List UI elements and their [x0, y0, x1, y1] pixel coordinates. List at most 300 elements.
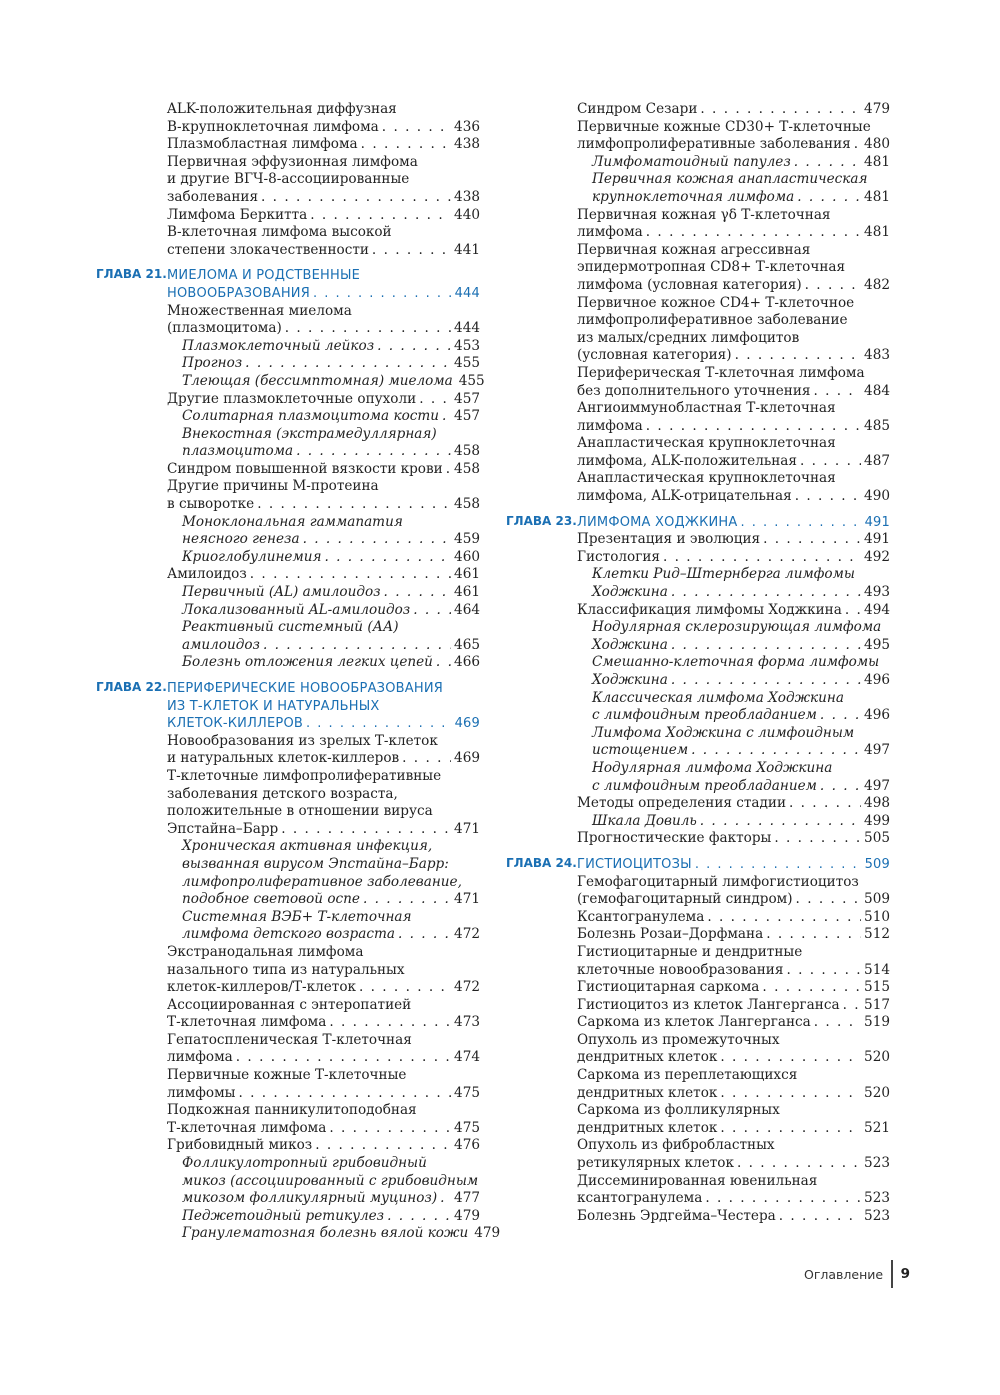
dot-leader: [372, 242, 451, 260]
toc-line: [96, 619, 480, 637]
toc-line: [506, 1190, 890, 1208]
page-ref: 519: [864, 1014, 890, 1031]
toc-line: [506, 189, 890, 207]
entry-title: Системная ВЭБ+ Т-клеточная: [182, 908, 412, 925]
entry-title: микозом фолликулярный муциноз): [182, 1190, 438, 1207]
entry-title: и другие ВГЧ-8-ассоциированные: [167, 171, 410, 188]
toc-entry[interactable]: [96, 478, 480, 513]
toc-line: [96, 338, 480, 356]
entry-title: Гистология: [577, 548, 660, 565]
entry-title: Шкала Довиль: [592, 812, 697, 829]
toc-entry[interactable]: [506, 690, 890, 725]
chapter-title: НОВООБРАЗОВАНИЯ: [167, 285, 310, 301]
page-ref: 455: [458, 372, 485, 389]
page-ref: 484: [864, 382, 890, 399]
page-ref: 505: [864, 830, 890, 847]
page-ref: 495: [864, 636, 890, 653]
dot-leader: [800, 453, 861, 471]
page-ref: 458: [454, 460, 480, 477]
toc-entry[interactable]: [506, 1014, 890, 1032]
toc-line: [506, 1120, 890, 1138]
toc-line: [96, 101, 480, 119]
chapter-title: ПЕРИФЕРИЧЕСКИЕ НОВООБРАЗОВАНИЯ: [167, 681, 443, 696]
entry-title: Локализованный AL-амилоидоз: [182, 601, 411, 618]
toc-line: [506, 891, 890, 909]
toc-line: [506, 470, 890, 488]
page-ref: 469: [454, 716, 480, 732]
toc-entry[interactable]: [506, 549, 890, 567]
toc-line: [506, 277, 890, 295]
entry-title: Первичная кожная анапластическая: [592, 171, 868, 188]
dot-leader: [700, 813, 861, 831]
page-ref: 457: [454, 390, 480, 407]
toc-line: [96, 944, 480, 962]
toc-line: [506, 207, 890, 225]
entry-title: Экстранодальная лимфома: [167, 943, 364, 960]
entry-title: Гемофагоцитарный лимфогистиоцитоз: [577, 873, 859, 890]
toc-line: [506, 383, 890, 401]
toc-line: [506, 418, 890, 436]
toc-line: [96, 391, 480, 409]
toc-entry[interactable]: [96, 619, 480, 654]
page-ref: 465: [454, 636, 480, 653]
page-ref: 471: [454, 820, 480, 837]
dot-leader: [315, 1137, 451, 1155]
toc-entry[interactable]: [506, 365, 890, 400]
toc-chapter[interactable]: [96, 680, 480, 733]
toc-line: [506, 672, 890, 690]
entry-title: лимфома: [167, 1049, 233, 1066]
entry-title: Криоглобулинемия: [182, 548, 322, 565]
entry-title: Болезнь Розаи–Дорфмана: [577, 926, 764, 943]
dot-leader: [691, 742, 861, 760]
entry-title: Гепатоспленическая Т-клеточная: [167, 1031, 412, 1048]
toc-line: [506, 619, 890, 637]
entry-title: В-крупноклеточная лимфома: [167, 118, 379, 135]
toc-entry[interactable]: [506, 654, 890, 689]
page-ref: 471: [454, 891, 480, 908]
dot-leader: [805, 277, 861, 295]
toc-line: [96, 979, 480, 997]
dot-leader: [442, 408, 451, 426]
toc-entry[interactable]: [506, 1173, 890, 1208]
toc-entry[interactable]: [96, 584, 480, 602]
toc-entry[interactable]: [506, 1032, 890, 1067]
toc-line: [96, 224, 480, 242]
dot-leader: [363, 891, 451, 909]
dot-leader: [440, 1190, 451, 1208]
toc-chapter[interactable]: [96, 267, 480, 302]
page-number: 9: [900, 1266, 910, 1282]
page-ref: 475: [454, 1084, 480, 1101]
toc-line: [506, 101, 890, 119]
toc-line: [506, 760, 890, 778]
toc-line: [506, 154, 890, 172]
toc-entry[interactable]: [96, 1225, 501, 1243]
page-ref: 491: [864, 514, 890, 530]
entry-title: с лимфоидным преобладанием: [592, 707, 817, 724]
toc-line: [96, 584, 480, 602]
toc-line: [506, 1102, 890, 1120]
page-ref: 499: [864, 812, 890, 829]
page-ref: 514: [864, 961, 890, 978]
page-ref: 459: [454, 531, 480, 548]
toc-line: [506, 979, 890, 997]
entry-title: вызванная вирусом Эпстайна–Барр:: [182, 855, 449, 872]
entry-title: Классификация лимфомы Ходжкина: [577, 601, 842, 618]
toc-line: [96, 838, 480, 856]
dot-leader: [382, 119, 451, 137]
toc-line: [506, 909, 890, 927]
page-ref: 498: [864, 795, 890, 812]
entry-title: Первичная кожная агрессивная: [577, 241, 811, 258]
dot-leader: [436, 654, 451, 672]
toc-entry[interactable]: [506, 207, 890, 242]
toc-line: [506, 242, 890, 260]
entry-title: Внекостная (экстрамедуллярная): [182, 425, 437, 442]
toc-chapter[interactable]: [506, 514, 890, 532]
entry-title: Нодулярная лимфома Ходжкина: [592, 759, 833, 776]
toc-entry[interactable]: [506, 813, 890, 831]
page-ref: 477: [454, 1190, 480, 1207]
toc-entry[interactable]: [96, 1032, 480, 1067]
dot-leader: [310, 207, 451, 225]
toc-entry[interactable]: [506, 435, 890, 470]
toc-line: [96, 750, 480, 768]
dot-leader: [663, 549, 861, 567]
toc-line: [506, 584, 890, 602]
entry-title: Множественная миелома: [167, 302, 352, 319]
dot-leader: [446, 461, 451, 479]
toc-chapter[interactable]: [506, 856, 890, 874]
toc-line: [96, 1155, 480, 1173]
toc-entry[interactable]: [96, 1102, 480, 1137]
entry-title: лимфома (условная категория): [577, 276, 802, 293]
entry-title: положительные в отношении вируса: [167, 803, 433, 820]
entry-title: ALK-положительная диффузная: [167, 101, 397, 117]
dot-leader: [303, 531, 451, 549]
footer-section-label: Оглавление: [804, 1266, 884, 1282]
toc-line: [506, 1049, 890, 1067]
toc-line: [96, 733, 480, 751]
page-ref: 483: [864, 347, 890, 364]
toc-entry[interactable]: [96, 733, 480, 768]
toc-entry[interactable]: [506, 531, 890, 549]
toc-line: [506, 795, 890, 813]
toc-entry[interactable]: [96, 514, 480, 549]
toc-line: [96, 320, 480, 338]
dot-leader: [325, 549, 452, 567]
page-ref: 460: [454, 548, 480, 565]
toc-line: [96, 443, 480, 461]
toc-entry[interactable]: [506, 725, 890, 760]
toc-line: [506, 742, 890, 760]
toc-line: [506, 813, 890, 831]
page-ref: 476: [454, 1137, 480, 1154]
toc-line: [506, 778, 890, 796]
chapter-number: ГЛАВА 22.: [96, 680, 167, 694]
chapter-number: ГЛАВА 23.: [506, 513, 577, 528]
dot-leader: [398, 926, 451, 944]
chapter-number: ГЛАВА 21.: [96, 267, 167, 282]
toc-line: [506, 435, 890, 453]
dot-leader: [361, 136, 451, 154]
entry-title: Анапластическая крупноклеточная: [577, 435, 836, 452]
toc-entry[interactable]: [506, 400, 890, 435]
dot-leader: [281, 821, 451, 839]
toc-entry[interactable]: [506, 171, 890, 206]
dot-leader: [236, 1049, 451, 1067]
entry-title: лимфопролиферативное заболевание,: [182, 873, 462, 890]
page-ref: 497: [864, 777, 890, 794]
toc-line: [96, 654, 480, 672]
entry-title: Т-клеточная лимфома: [167, 1014, 327, 1031]
toc-line: [96, 242, 480, 260]
page-ref: 520: [864, 1049, 890, 1066]
toc-entry[interactable]: [96, 303, 480, 338]
toc-column-left: [96, 101, 501, 1243]
toc-entry[interactable]: [96, 909, 480, 944]
chapter-title: КЛЕТОК-КИЛЛЕРОВ: [167, 716, 304, 732]
dot-leader: [263, 637, 451, 655]
entry-title: Ангиоиммунобластная Т-клеточная: [577, 400, 836, 417]
toc-entry[interactable]: [96, 1208, 480, 1226]
dot-leader: [261, 189, 451, 207]
toc-entry[interactable]: [96, 338, 480, 356]
toc-entry[interactable]: [506, 154, 890, 172]
entry-title: из малых/средних лимфоцитов: [577, 329, 800, 346]
toc-line: [96, 119, 480, 137]
toc-entry[interactable]: [96, 355, 480, 373]
toc-entry[interactable]: [506, 1208, 890, 1226]
toc-line: [96, 1208, 480, 1226]
toc-entry[interactable]: [96, 1067, 480, 1102]
toc-line: [96, 1190, 480, 1208]
toc-line: [96, 821, 480, 839]
toc-entry[interactable]: [96, 391, 480, 409]
toc-entry[interactable]: [506, 979, 890, 997]
toc-entry[interactable]: [506, 619, 890, 654]
entry-title: Опухоль из промежуточных: [577, 1031, 780, 1048]
entry-title: Периферическая Т-клеточная лимфома: [577, 364, 865, 381]
toc-line: [506, 830, 890, 848]
toc-entry[interactable]: [506, 997, 890, 1015]
entry-title: Амилоидоз: [167, 566, 247, 583]
toc-line: [96, 303, 480, 321]
page-ref: 523: [864, 1207, 890, 1224]
toc-line: [506, 725, 890, 743]
page-ref: 492: [864, 548, 890, 565]
dot-leader: [413, 602, 451, 620]
toc-entry[interactable]: [96, 944, 480, 997]
page-ref: 517: [864, 996, 890, 1013]
page-ref: 461: [454, 566, 480, 583]
dot-leader: [695, 856, 862, 874]
dot-leader: [720, 1049, 861, 1067]
toc-line: [506, 654, 890, 672]
toc-line: [506, 1155, 890, 1173]
entry-title: (плазмоцитома): [167, 320, 282, 337]
toc-entry[interactable]: [506, 926, 890, 944]
entry-title: лимфопролиферативные заболевания: [577, 136, 851, 153]
toc-line: [96, 207, 480, 225]
dot-leader: [797, 189, 861, 207]
toc-entry[interactable]: [506, 295, 890, 365]
toc-entry[interactable]: [96, 838, 480, 908]
dot-leader: [762, 979, 861, 997]
entry-title: крупноклеточная лимфома: [592, 188, 795, 205]
toc-entry[interactable]: [96, 154, 480, 207]
page-ref: 455: [454, 355, 480, 372]
chapter-title: МИЕЛОМА И РОДСТВЕННЫЕ: [167, 268, 361, 284]
toc-line: [506, 566, 890, 584]
toc-line: [96, 962, 480, 980]
toc-entry[interactable]: [96, 566, 480, 584]
toc-line: [506, 1032, 890, 1050]
toc-entry[interactable]: [96, 426, 480, 461]
toc-line: [96, 637, 480, 655]
entry-title: Гистиоцитоз из клеток Лангерганса: [577, 996, 840, 1013]
entry-title: микоз (ассоциированный с грибовидным: [182, 1172, 479, 1189]
entry-title: Моноклональная гаммапатия: [182, 513, 403, 530]
toc-line: [96, 1085, 480, 1103]
entry-title: лимфома: [577, 224, 643, 241]
toc-line: [96, 874, 480, 892]
dot-leader: [257, 496, 451, 514]
entry-title: Классическая лимфома Ходжкина: [592, 689, 844, 706]
toc-line: [96, 531, 480, 549]
toc-entry[interactable]: [506, 874, 890, 909]
page-ref: 475: [454, 1119, 480, 1136]
toc-line: [506, 1137, 890, 1155]
page-ref: 493: [864, 584, 890, 601]
entry-title: Первичные кожные CD30+ Т-клеточные: [577, 118, 871, 135]
toc-line: [506, 136, 890, 154]
toc-line: [506, 312, 890, 330]
page-ref: 521: [864, 1119, 890, 1136]
page-ref: 494: [864, 601, 890, 618]
entry-title: (условная категория): [577, 347, 732, 364]
toc-line: [506, 119, 890, 137]
toc-line: [96, 698, 480, 716]
toc-line: [96, 1067, 480, 1085]
toc-entry[interactable]: [96, 136, 480, 154]
toc-entry[interactable]: [506, 909, 890, 927]
entry-title: Ходжкина: [592, 636, 668, 653]
toc-line: [96, 1173, 480, 1191]
toc-line: [96, 514, 480, 532]
toc-line: [96, 715, 480, 733]
toc-entry[interactable]: [96, 997, 480, 1032]
toc-entry[interactable]: [96, 1137, 480, 1155]
page-ref: 458: [454, 496, 480, 513]
entry-title: Синдром повышенной вязкости крови: [167, 460, 443, 477]
entry-title: Плазмоклеточный лейкоз: [182, 337, 375, 354]
toc-entry[interactable]: [96, 602, 480, 620]
toc-entry[interactable]: [96, 1155, 480, 1208]
dot-leader: [735, 347, 861, 365]
toc-line: [506, 997, 890, 1015]
page-ref: 436: [454, 118, 480, 135]
entry-title: неясного генеза: [182, 531, 300, 548]
dot-leader: [402, 750, 451, 768]
dot-leader: [779, 1208, 861, 1226]
toc-line: [96, 997, 480, 1015]
entry-title: Подкожная панникулитоподобная: [167, 1102, 417, 1119]
entry-title: Ходжкина: [592, 672, 668, 688]
toc-entry[interactable]: [96, 224, 480, 259]
dot-leader: [377, 338, 451, 356]
entry-title: эпидермотропная CD8+ Т-клеточная: [577, 259, 846, 276]
page-ref: 491: [864, 531, 890, 548]
toc-entry[interactable]: [506, 566, 890, 601]
toc-line: [96, 1032, 480, 1050]
toc-line: [96, 136, 480, 154]
dot-leader: [306, 715, 452, 733]
toc-entry[interactable]: [506, 242, 890, 295]
page-ref: 479: [864, 101, 890, 117]
dot-leader: [705, 1190, 861, 1208]
toc-entry[interactable]: [506, 1102, 890, 1137]
toc-entry[interactable]: [96, 207, 480, 225]
entry-title: степени злокачественности: [167, 241, 369, 258]
chapter-number: ГЛАВА 24.: [506, 855, 577, 870]
toc-entry[interactable]: [96, 372, 485, 391]
page-ref: 457: [454, 408, 480, 425]
page-ref: 512: [864, 926, 890, 943]
toc-entry[interactable]: [96, 408, 480, 426]
toc-entry[interactable]: [506, 101, 890, 119]
toc-line: [96, 355, 480, 373]
entry-title: Плазмобластная лимфома: [167, 136, 358, 153]
toc-entry[interactable]: [506, 1067, 890, 1102]
toc-line: [506, 1014, 890, 1032]
toc-line: [96, 154, 480, 172]
toc-entry[interactable]: [96, 101, 480, 136]
dot-leader: [795, 488, 861, 506]
dot-leader: [794, 154, 861, 172]
toc-entry[interactable]: [506, 1137, 890, 1172]
entry-title: без дополнительного уточнения: [577, 382, 811, 399]
toc-entry[interactable]: [506, 119, 890, 154]
entry-title: плазмоцитома: [182, 443, 294, 460]
page-ref: 453: [454, 337, 480, 354]
entry-title: Первичное кожное CD4+ Т-клеточное: [577, 294, 855, 311]
toc-entry[interactable]: [96, 549, 480, 567]
page-ref: 479: [474, 1225, 501, 1242]
dot-leader: [359, 979, 451, 997]
entry-title: Хроническая активная инфекция,: [182, 838, 433, 855]
toc-entry[interactable]: [96, 768, 480, 838]
toc-entry[interactable]: [96, 461, 480, 479]
toc-line: [96, 285, 480, 303]
page-ref: 473: [454, 1014, 480, 1031]
toc-line: [96, 1049, 480, 1067]
dot-leader: [285, 320, 451, 338]
toc-entry[interactable]: [506, 760, 890, 795]
toc-line: [506, 1208, 890, 1226]
toc-entry[interactable]: [506, 470, 890, 505]
toc-line: [96, 891, 480, 909]
page-ref: 523: [864, 1155, 890, 1172]
entry-title: Гистиоцитарная саркома: [577, 979, 760, 996]
toc-entry[interactable]: [506, 830, 890, 848]
toc-line: [96, 1137, 480, 1155]
toc-entry[interactable]: [506, 795, 890, 813]
toc-entry[interactable]: [96, 654, 480, 672]
toc-entry[interactable]: [506, 944, 890, 979]
toc-entry[interactable]: [506, 602, 890, 620]
